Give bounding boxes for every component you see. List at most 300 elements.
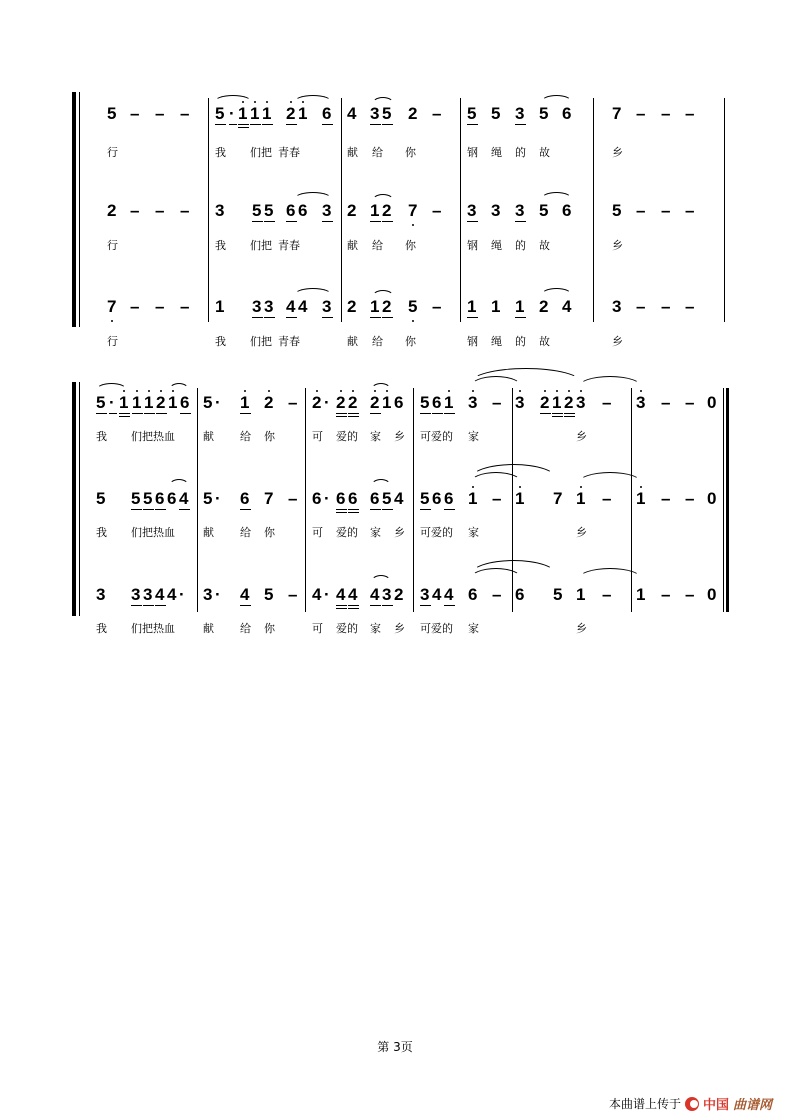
jianpu-note: – — [432, 297, 442, 316]
jianpu-note: 2 — [394, 585, 404, 604]
jianpu-note: – — [602, 585, 612, 604]
underline-beam-2 — [119, 416, 130, 417]
slur-tie — [294, 288, 332, 295]
underline-beam — [336, 509, 347, 510]
underline-beam-2 — [348, 512, 359, 513]
jianpu-note: 5 — [96, 489, 106, 508]
jianpu-note: 3 — [491, 201, 501, 220]
system-bracket-inner — [79, 92, 80, 327]
jianpu-note: – — [288, 585, 298, 604]
jianpu-note: 4 — [167, 585, 177, 604]
jianpu-note: 1 — [636, 489, 646, 508]
jianpu-note: – — [180, 104, 190, 123]
lyric: 家 — [370, 430, 381, 443]
jianpu-note: 1 — [250, 104, 260, 123]
lyric: 们把热血 — [131, 526, 175, 539]
jianpu-note: – — [432, 104, 442, 123]
underline-beam — [322, 124, 333, 125]
slur-tie — [372, 290, 394, 297]
jianpu-note: 7 — [107, 297, 117, 316]
underline-beam — [215, 124, 226, 125]
lyric: 你 — [405, 239, 416, 252]
jianpu-note: 1 — [298, 104, 308, 123]
octave-dot-above — [316, 390, 318, 392]
lyric: 献 — [347, 239, 358, 252]
underline-beam — [336, 413, 347, 414]
octave-dot-above — [472, 486, 474, 488]
jianpu-note: – — [636, 201, 646, 220]
lyric: 们把热血 — [131, 622, 175, 635]
jianpu-note: 6 — [167, 489, 177, 508]
jianpu-note: 5 — [491, 104, 501, 123]
page-number: 第 3页 — [377, 1040, 413, 1054]
lyric: 给 — [240, 526, 251, 539]
jianpu-note: · — [109, 393, 115, 412]
underline-beam — [179, 509, 190, 510]
lyric: 我 — [96, 622, 107, 635]
jianpu-note: 5 — [553, 585, 563, 604]
jianpu-note: – — [661, 489, 671, 508]
barline — [413, 388, 414, 612]
lyric: 行 — [107, 146, 118, 159]
jianpu-note: – — [636, 297, 646, 316]
underline-beam — [286, 124, 297, 125]
underline-beam — [370, 221, 381, 222]
octave-dot-above — [519, 390, 521, 392]
jianpu-note: 1 — [382, 393, 392, 412]
lyric: 绳 — [491, 146, 502, 159]
octave-dot-above — [544, 390, 546, 392]
jianpu-note: – — [661, 585, 671, 604]
jianpu-note: 3 — [143, 585, 153, 604]
jianpu-note: 1 — [215, 297, 225, 316]
slur-tie — [541, 288, 572, 295]
lyric: 绳 — [491, 335, 502, 348]
underline-beam — [252, 221, 263, 222]
underline-beam — [131, 509, 142, 510]
jianpu-note: 5 — [203, 393, 213, 412]
jianpu-note: 1 — [132, 393, 142, 412]
underline-beam-2 — [238, 127, 249, 128]
underline-beam — [180, 413, 191, 414]
underline-beam — [444, 413, 455, 414]
jianpu-note: 5 — [382, 104, 392, 123]
octave-dot-above — [123, 390, 125, 392]
underline-beam — [132, 413, 143, 414]
underline-beam — [264, 221, 275, 222]
jianpu-note: – — [492, 489, 502, 508]
jianpu-note: 4 — [286, 297, 296, 316]
underline-beam — [262, 124, 273, 125]
jianpu-note: 2 — [336, 393, 346, 412]
underline-beam — [467, 221, 478, 222]
jianpu-note: 2 — [347, 201, 357, 220]
jianpu-note: 5 — [612, 201, 622, 220]
underline-beam — [420, 605, 431, 606]
octave-dot-above — [340, 390, 342, 392]
jianpu-note: 7 — [553, 489, 563, 508]
jianpu-note: – — [130, 201, 140, 220]
jianpu-note: 2 — [348, 393, 358, 412]
jianpu-note: 6 — [468, 585, 478, 604]
underline-beam — [515, 221, 526, 222]
octave-dot-above — [580, 390, 582, 392]
jianpu-note: 6 — [515, 585, 525, 604]
jianpu-note: 4 — [298, 297, 308, 316]
lyric: 钢 — [467, 239, 478, 252]
jianpu-note: 3 — [370, 104, 380, 123]
octave-dot-above — [290, 101, 292, 103]
jianpu-note: 6 — [336, 489, 346, 508]
jianpu-note: 3 — [264, 297, 274, 316]
slur-tie — [578, 472, 642, 483]
jianpu-note: 5 — [408, 297, 418, 316]
jianpu-note: 7 — [408, 201, 418, 220]
jianpu-note: – — [155, 201, 165, 220]
underline-beam — [155, 509, 166, 510]
jianpu-note: – — [180, 297, 190, 316]
jianpu-note: 5 — [420, 393, 430, 412]
jianpu-note: 6 — [444, 489, 454, 508]
jianpu-note: – — [661, 201, 671, 220]
underline-beam-2 — [336, 608, 347, 609]
slur-tie — [372, 194, 394, 201]
lyric: 故 — [539, 239, 550, 252]
jianpu-note: 2 — [382, 297, 392, 316]
slur-tie — [214, 95, 252, 102]
jianpu-note: 6 — [286, 201, 296, 220]
jianpu-note: 6 — [298, 201, 308, 220]
jianpu-note: 5 — [203, 489, 213, 508]
lyric: 青春 — [278, 335, 300, 348]
jianpu-note: 5 — [382, 489, 392, 508]
jianpu-note: 1 — [491, 297, 501, 316]
jianpu-note: 4 — [347, 104, 357, 123]
lyric: 我 — [215, 239, 226, 252]
slur-tie — [578, 376, 642, 387]
lyric: 献 — [203, 526, 214, 539]
underline-beam — [515, 124, 526, 125]
jianpu-note: 1 — [144, 393, 154, 412]
underline-beam — [155, 605, 166, 606]
jianpu-note: 2 — [539, 297, 549, 316]
underline-beam — [322, 317, 333, 318]
octave-dot-above — [580, 486, 582, 488]
lyric: 乡 — [576, 526, 587, 539]
final-barline-thin — [723, 388, 724, 612]
jianpu-note: 3 — [203, 585, 213, 604]
jianpu-note: · — [215, 393, 221, 412]
jianpu-note: 3 — [322, 201, 332, 220]
jianpu-note: 1 — [238, 104, 248, 123]
underline-beam — [109, 413, 117, 414]
underline-beam — [370, 317, 381, 318]
jianpu-note: – — [130, 104, 140, 123]
underline-beam — [229, 124, 237, 125]
jianpu-note: – — [288, 393, 298, 412]
lyric: 的 — [515, 335, 526, 348]
jianpu-note: 4 — [432, 585, 442, 604]
jianpu-note: 1 — [515, 489, 525, 508]
lyric: 乡 — [612, 146, 623, 159]
underline-beam — [370, 509, 381, 510]
lyric: 给 — [372, 335, 383, 348]
lyric: 乡 — [576, 430, 587, 443]
jianpu-note: 6 — [394, 393, 404, 412]
jianpu-note: – — [685, 393, 695, 412]
octave-dot-above — [148, 390, 150, 392]
jianpu-note: 6 — [312, 489, 322, 508]
jianpu-note: 1 — [576, 489, 586, 508]
lyric: 我 — [96, 430, 107, 443]
jianpu-note: 4 — [444, 585, 454, 604]
underline-beam — [467, 124, 478, 125]
jianpu-note: 1 — [468, 489, 478, 508]
underline-beam — [322, 221, 333, 222]
jianpu-note: 4 — [179, 489, 189, 508]
lyric: 可爱的 — [420, 430, 453, 443]
underline-beam — [348, 509, 359, 510]
lyric: 故 — [539, 335, 550, 348]
jianpu-note: 6 — [348, 489, 358, 508]
jianpu-note: 3 — [467, 201, 477, 220]
jianpu-note: 2 — [564, 393, 574, 412]
underline-beam — [552, 413, 563, 414]
jianpu-note: 3 — [215, 201, 225, 220]
lyric: 爱的 — [336, 430, 358, 443]
jianpu-note: 1 — [576, 585, 586, 604]
lyric: 乡 — [394, 622, 405, 635]
underline-beam — [286, 317, 297, 318]
jianpu-note: · — [179, 585, 185, 604]
jianpu-note: 5 — [107, 104, 117, 123]
lyric: 可爱的 — [420, 622, 453, 635]
lyric: 献 — [347, 146, 358, 159]
lyric: 青春 — [278, 146, 300, 159]
jianpu-note: 5 — [96, 393, 106, 412]
lyric: 我 — [215, 335, 226, 348]
lyric: 给 — [372, 239, 383, 252]
site-logo-text-2: 曲谱网 — [732, 1098, 772, 1113]
octave-dot-above — [266, 101, 268, 103]
jianpu-note: 5 — [143, 489, 153, 508]
site-logo-text-1: 中国 — [702, 1098, 729, 1113]
jianpu-note: 3 — [468, 393, 478, 412]
underline-beam — [382, 124, 393, 125]
jianpu-note: 3 — [636, 393, 646, 412]
underline-beam — [420, 413, 431, 414]
jianpu-note: 0 — [707, 393, 717, 412]
lyric: 家 — [468, 526, 479, 539]
jianpu-note: 0 — [707, 585, 717, 604]
jianpu-note: – — [432, 201, 442, 220]
underline-beam — [250, 124, 261, 125]
jianpu-note: 5 — [264, 201, 274, 220]
underline-beam — [131, 605, 142, 606]
jianpu-note: – — [180, 201, 190, 220]
underline-beam — [564, 413, 575, 414]
octave-dot-above — [172, 390, 174, 392]
jianpu-note: 4 — [370, 585, 380, 604]
jianpu-note: – — [685, 297, 695, 316]
octave-dot-above — [244, 390, 246, 392]
credit-text: 本曲谱上传于 — [608, 1097, 681, 1111]
lyric: 你 — [405, 146, 416, 159]
octave-dot-above — [352, 390, 354, 392]
lyric: 你 — [264, 622, 275, 635]
jianpu-note: – — [661, 104, 671, 123]
jianpu-note: 3 — [420, 585, 430, 604]
octave-dot-above — [556, 390, 558, 392]
lyric: 家 — [468, 622, 479, 635]
barline — [724, 98, 725, 322]
lyric: 可 — [312, 430, 323, 443]
lyric: 你 — [264, 430, 275, 443]
jianpu-note: 7 — [264, 489, 274, 508]
octave-dot-above — [519, 486, 521, 488]
jianpu-note: – — [685, 201, 695, 220]
jianpu-note: 5 — [539, 104, 549, 123]
jianpu-note: · — [229, 104, 235, 123]
jianpu-note: 5 — [467, 104, 477, 123]
jianpu-note: 2 — [156, 393, 166, 412]
jianpu-note: 3 — [96, 585, 106, 604]
barline — [593, 98, 594, 322]
jianpu-note: 1 — [240, 393, 250, 412]
octave-dot-above — [374, 390, 376, 392]
slur-tie — [371, 575, 391, 582]
underline-beam — [119, 413, 130, 414]
jianpu-note: 2 — [408, 104, 418, 123]
jianpu-note: 1 — [636, 585, 646, 604]
jianpu-note: 1 — [168, 393, 178, 412]
final-barline-thick — [726, 388, 729, 612]
underline-beam — [240, 509, 251, 510]
jianpu-note: – — [685, 104, 695, 123]
underline-beam — [240, 413, 251, 414]
lyric: 钢 — [467, 146, 478, 159]
octave-dot-above — [640, 390, 642, 392]
underline-beam — [540, 413, 551, 414]
lyric: 家 — [370, 622, 381, 635]
lyric: 可爱的 — [420, 526, 453, 539]
lyric: 们把 — [250, 335, 272, 348]
lyric: 献 — [347, 335, 358, 348]
jianpu-note: 7 — [612, 104, 622, 123]
jianpu-note: 3 — [252, 297, 262, 316]
jianpu-note: 1 — [262, 104, 272, 123]
jianpu-note: 1 — [370, 297, 380, 316]
underline-beam — [515, 317, 526, 318]
jianpu-note: 4 — [336, 585, 346, 604]
underline-beam — [370, 605, 381, 606]
jianpu-note: 4 — [562, 297, 572, 316]
jianpu-note: 5 — [252, 201, 262, 220]
jianpu-note: 6 — [155, 489, 165, 508]
octave-dot-below — [412, 320, 414, 322]
lyric: 行 — [107, 239, 118, 252]
jianpu-note: · — [215, 585, 221, 604]
jianpu-note: 2 — [540, 393, 550, 412]
lyric: 我 — [215, 146, 226, 159]
jianpu-note: 3 — [515, 393, 525, 412]
underline-beam — [432, 413, 443, 414]
underline-beam — [264, 317, 275, 318]
lyric: 绳 — [491, 239, 502, 252]
octave-dot-below — [111, 320, 113, 322]
jianpu-note: · — [324, 393, 330, 412]
jianpu-note: 4 — [240, 585, 250, 604]
jianpu-note: – — [685, 489, 695, 508]
lyric: 你 — [264, 526, 275, 539]
jianpu-note: 1 — [467, 297, 477, 316]
underline-beam — [420, 509, 431, 510]
jianpu-note: 1 — [552, 393, 562, 412]
barline — [460, 98, 461, 322]
octave-dot-above — [160, 390, 162, 392]
jianpu-note: 2 — [370, 393, 380, 412]
jianpu-note: 4 — [394, 489, 404, 508]
jianpu-note: 5 — [131, 489, 141, 508]
jianpu-note: 1 — [370, 201, 380, 220]
jianpu-note: 6 — [322, 104, 332, 123]
lyric: 家 — [468, 430, 479, 443]
underline-beam — [348, 605, 359, 606]
underline-beam — [143, 509, 154, 510]
lyric: 行 — [107, 335, 118, 348]
jianpu-note: 3 — [322, 297, 332, 316]
slur-tie — [371, 479, 391, 486]
underline-beam — [370, 124, 381, 125]
lyric: 可 — [312, 526, 323, 539]
underline-beam — [382, 221, 393, 222]
jianpu-note: 6 — [432, 489, 442, 508]
underline-beam — [348, 413, 359, 414]
underline-beam-2 — [552, 416, 563, 417]
lyric: 献 — [203, 430, 214, 443]
octave-dot-below — [412, 224, 414, 226]
underline-beam-2 — [348, 608, 359, 609]
jianpu-note: – — [636, 104, 646, 123]
octave-dot-above — [448, 390, 450, 392]
octave-dot-above — [472, 390, 474, 392]
lyric: 青春 — [278, 239, 300, 252]
lyric: 乡 — [612, 335, 623, 348]
slur-tie — [578, 568, 642, 579]
underline-beam — [240, 605, 251, 606]
upload-credit — [609, 1094, 772, 1113]
underline-beam — [467, 317, 478, 318]
underline-beam — [156, 413, 167, 414]
jianpu-note: – — [492, 393, 502, 412]
jianpu-note: 2 — [286, 104, 296, 123]
underline-beam — [252, 317, 263, 318]
jianpu-note: 3 — [131, 585, 141, 604]
lyric: 们把 — [250, 146, 272, 159]
jianpu-note: 3 — [515, 201, 525, 220]
jianpu-note: 4 — [348, 585, 358, 604]
octave-dot-above — [568, 390, 570, 392]
lyric: 乡 — [576, 622, 587, 635]
lyric: 乡 — [612, 239, 623, 252]
underline-beam — [444, 605, 455, 606]
lyric: 们把 — [250, 239, 272, 252]
underline-beam — [382, 605, 393, 606]
jianpu-note: – — [602, 393, 612, 412]
barline — [341, 98, 342, 322]
underline-beam — [143, 605, 154, 606]
jianpu-note: 3 — [612, 297, 622, 316]
